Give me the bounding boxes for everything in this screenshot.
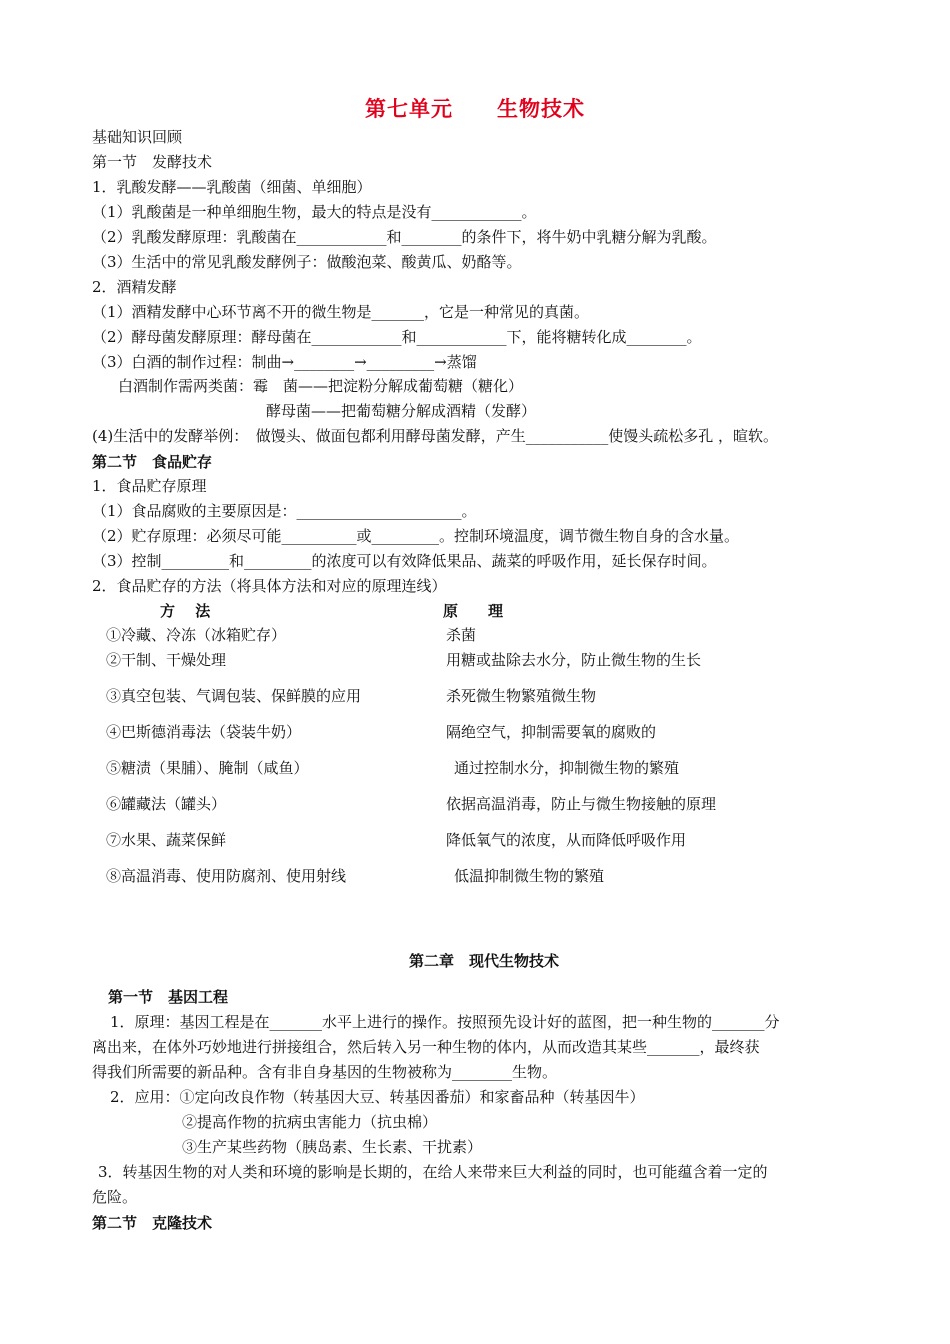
principle-item: 隔绝空气，抑制需要氧的腐败的 [446,723,657,741]
method-item: ⑥罐藏法（罐头） [106,795,227,813]
method-item: ①冷藏、冷冻（冰箱贮存） [106,626,287,644]
alcohol-item-4: (4)生活中的发酵举例： 做馒头、做面包都利用酵母菌发酵，产生___________使馒头疏松多孔 ，暄软。 [92,427,779,445]
gene-section-heading: 第一节 基因工程 [108,988,229,1006]
storage-item-2: （2）贮存原理：必须尽可能__________或_________。控制环境温度，调节微生物自身的含水量。 [92,527,740,545]
principle-item: 杀菌 [446,626,477,644]
storage-title: 1．食品贮存原理 [92,477,207,495]
review-label: 基础知识回顾 [92,128,183,146]
principle-item: 降低氧气的浓度，从而降低呼吸作用 [446,831,687,849]
lactic-item-1: （1）乳酸菌是一种单细胞生物，最大的特点是没有____________。 [92,203,537,221]
gene-impact-line-2: 危险。 [92,1188,138,1206]
storage-item-1: （1）食品腐败的主要原因是：______________________。 [92,502,477,520]
method-item: ④巴斯德消毒法（袋装牛奶） [106,723,302,741]
alcohol-fungi-2: 酵母菌——把葡萄糖分解成酒精（发酵） [266,402,537,420]
alcohol-title: 2．酒精发酵 [92,278,177,296]
gene-principle-line-1: 1．原理：基因工程是在_______水平上进行的操作。按照预先设计好的蓝图，把一种生物的_______分 [110,1013,780,1031]
column-method-header: 方 法 [160,602,211,620]
alcohol-item-3: （3）白酒的制作过程：制曲→________→_________→蒸馏 [92,353,477,371]
principle-item: 依据高温消毒，防止与微生物接触的原理 [446,795,717,813]
method-item: ③真空包装、气调包装、保鲜膜的应用 [106,687,362,705]
principle-item: 低温抑制微生物的繁殖 [454,867,605,885]
lactic-item-3: （3）生活中的常见乳酸发酵例子：做酸泡菜、酸黄瓜、奶酪等。 [92,253,522,271]
alcohol-item-1: （1）酒精发酵中心环节离不开的微生物是_______，它是一种常见的真菌。 [92,303,590,321]
principle-item: 杀死微生物繁殖微生物 [446,687,597,705]
principle-item: 通过控制水分，抑制微生物的繁殖 [454,759,680,777]
lactic-item-2: （2）乳酸发酵原理：乳酸菌在____________和________的条件下，将牛奶中乳糖分解为乳酸。 [92,228,717,246]
gene-application-3: ③生产某些药物（胰岛素、生长素、干扰素） [182,1138,483,1156]
alcohol-fungi-1: 白酒制作需两类菌：霉 菌——把淀粉分解成葡萄糖（糖化） [118,377,524,395]
gene-application-1: 2．应用：①定向改良作物（转基因大豆、转基因番茄）和家畜品种（转基因牛） [110,1088,645,1106]
chapter-2-heading: 第二章 现代生物技术 [408,952,559,970]
method-item: ⑧高温消毒、使用防腐剂、使用射线 [106,867,347,885]
gene-application-2: ②提高作物的抗病虫害能力（抗虫棉） [182,1113,438,1131]
section-1-heading: 第一节 发酵技术 [92,153,213,171]
column-principle-header: 原 理 [443,602,504,620]
lactic-title: 1．乳酸发酵——乳酸菌（细菌、单细胞） [92,178,372,196]
method-item: ⑦水果、蔬菜保鲜 [106,831,227,849]
gene-principle-line-3: 得我们所需要的新品种。含有非自身基因的生物被称为________生物。 [92,1063,558,1081]
gene-principle-line-2: 离出来，在体外巧妙地进行拼接组合，然后转入另一种生物的体内，从而改造其某些_______，最终获 [92,1038,760,1056]
method-item: ②干制、干燥处理 [106,651,227,669]
clone-section-heading: 第二节 克隆技术 [92,1214,213,1232]
section-2-heading: 第二节 食品贮存 [92,453,213,471]
page-title [0,98,950,120]
title-unit: 第七单元 [365,97,453,121]
alcohol-item-2: （2）酵母菌发酵原理：酵母菌在____________和____________下，能将糖转化成________。 [92,328,702,346]
title-subject: 生物技术 [497,97,585,121]
storage-item-3: （3）控制_________和_________的浓度可以有效降低果品、蔬菜的呼吸作用，延长保存时间。 [92,552,717,570]
method-item: ⑤糖渍（果脯）、腌制（咸鱼） [106,759,309,777]
principle-item: 用糖或盐除去水分，防止微生物的生长 [446,651,702,669]
gene-impact-line-1: 3．转基因生物的对人类和环境的影响是长期的，在给人来带来巨大利益的同时，也可能蕴含着一定的 [98,1163,768,1181]
storage-methods-title: 2．食品贮存的方法（将具体方法和对应的原理连线） [92,577,447,595]
